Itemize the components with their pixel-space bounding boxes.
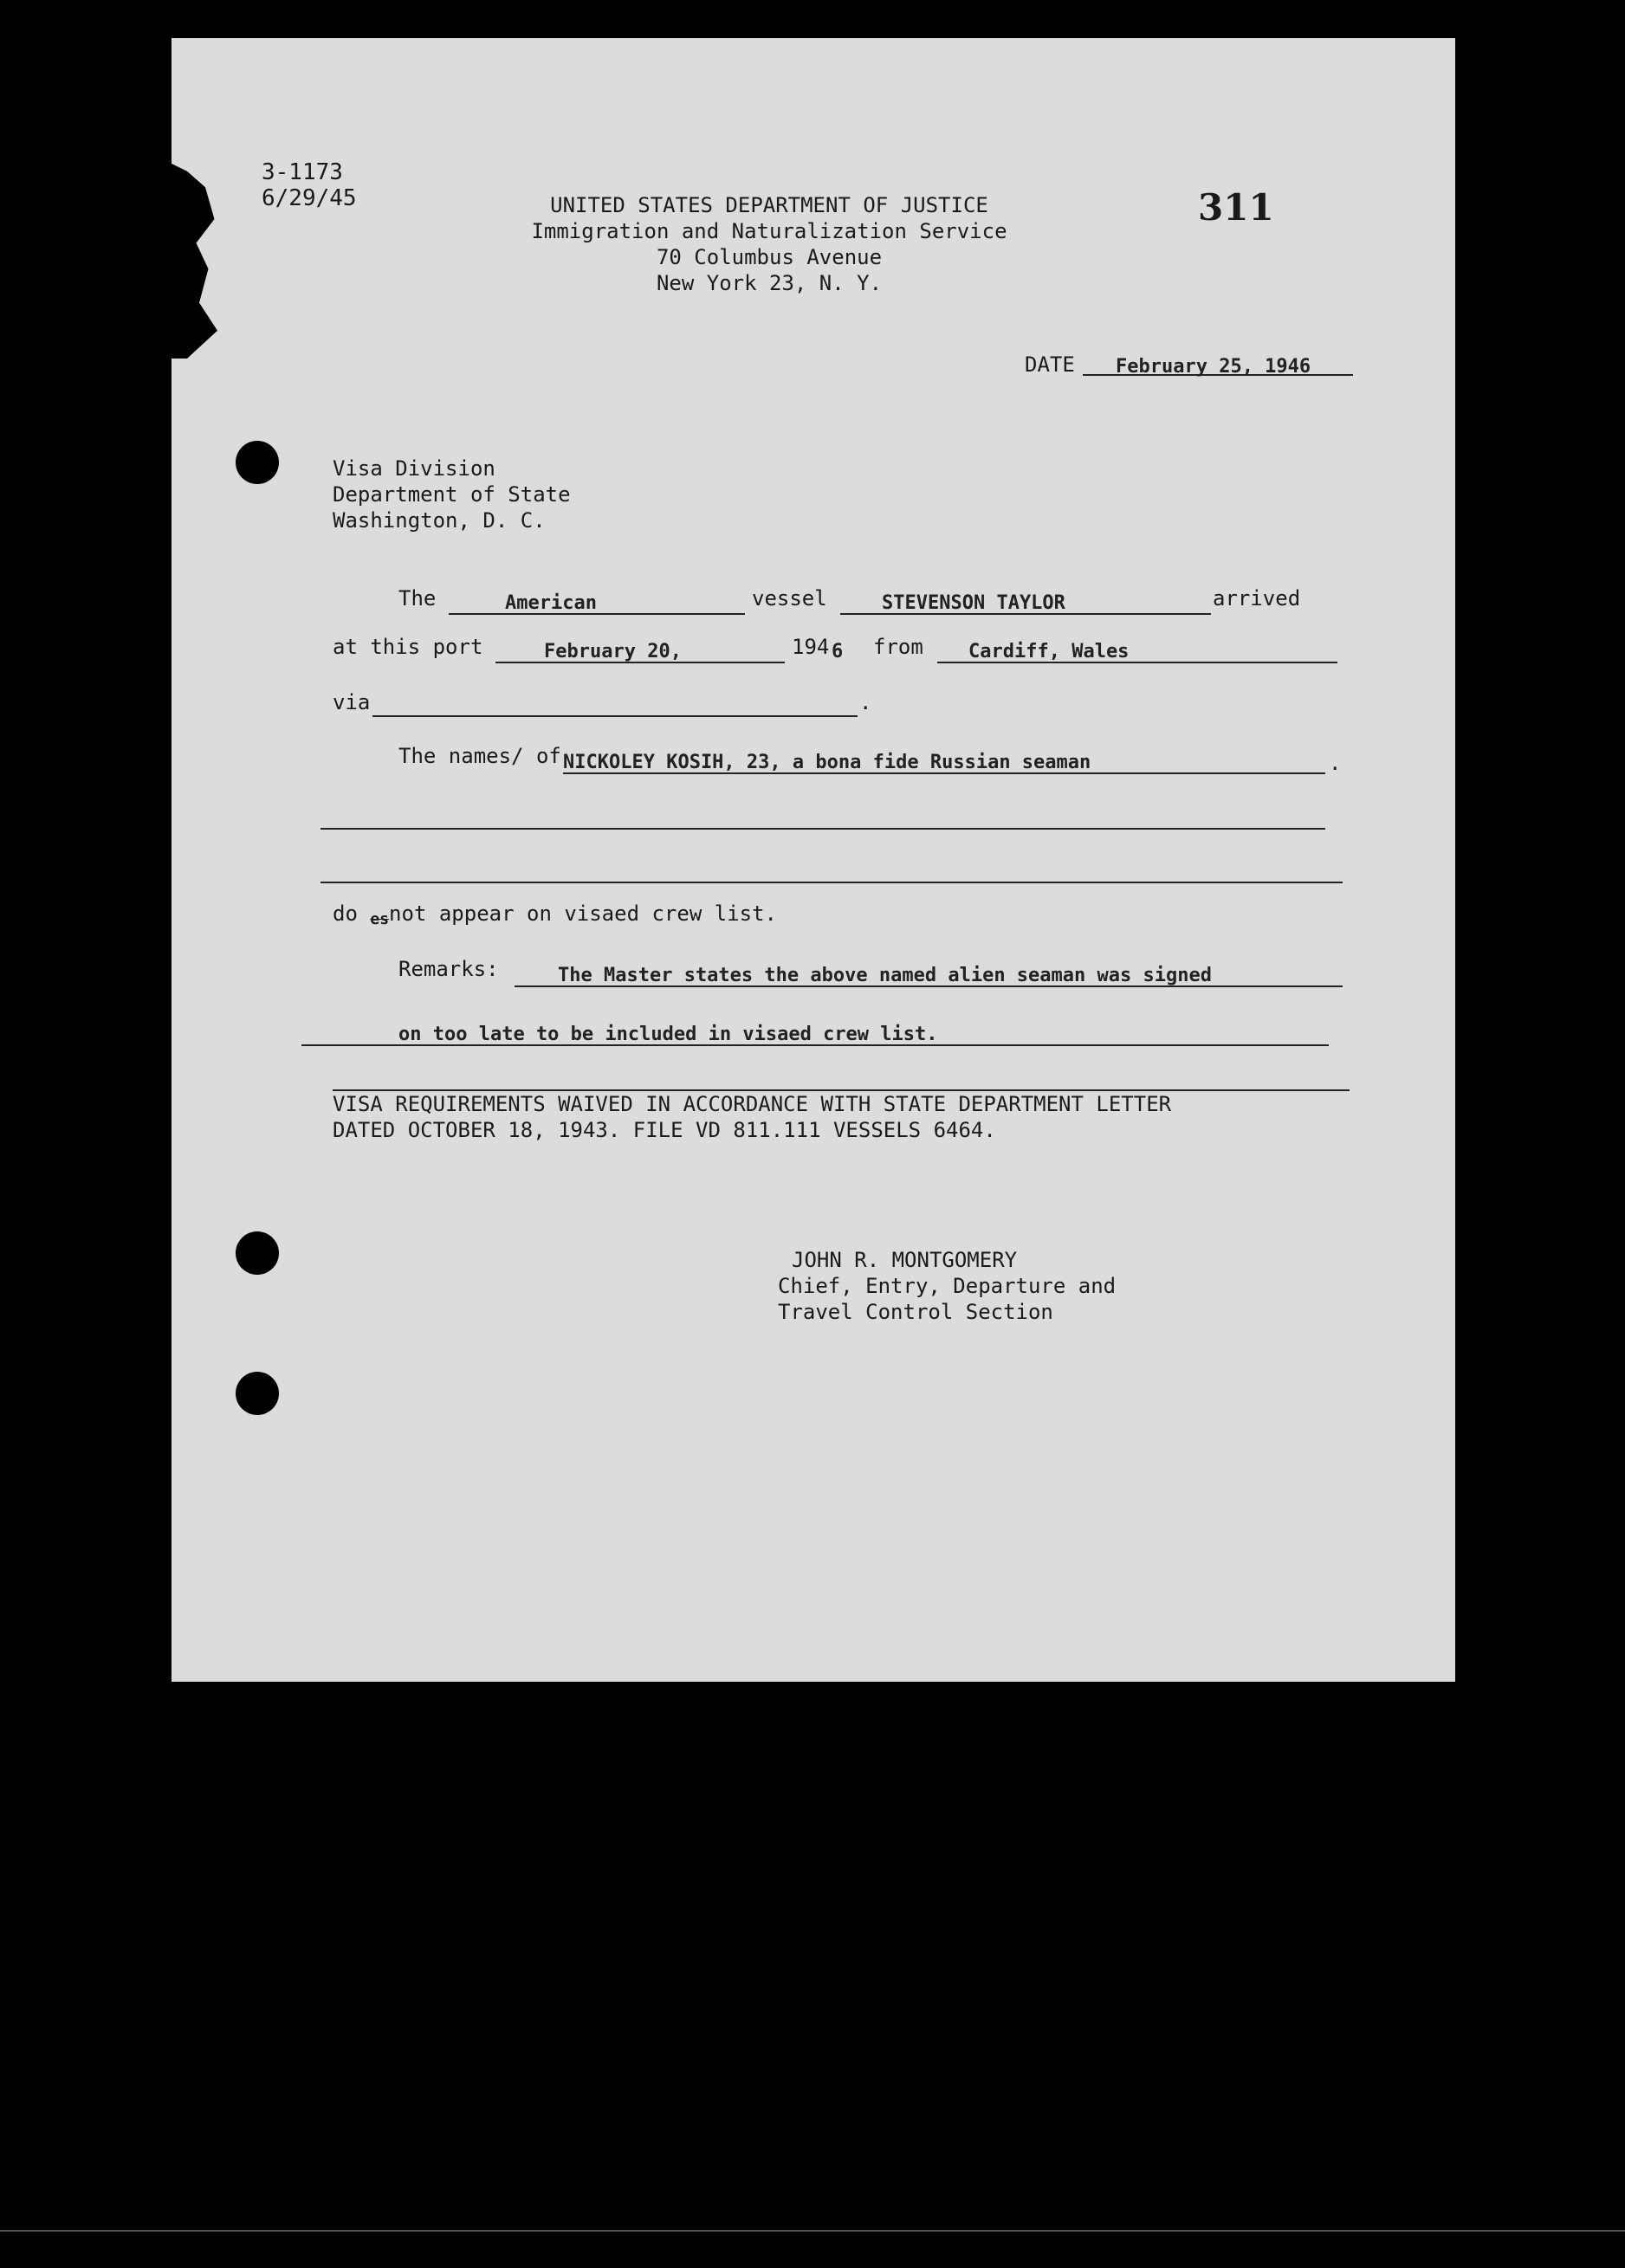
document-page	[172, 38, 1455, 1682]
year-suffix: 6	[832, 641, 844, 662]
signature-title1: Chief, Entry, Departure and	[778, 1274, 1117, 1298]
signature-name: JOHN R. MONTGOMERY	[792, 1248, 1018, 1272]
punch-hole	[236, 441, 279, 484]
remarks-line2: on too late to be included in visaed crew list.	[398, 1024, 938, 1045]
year-prefix: 194	[792, 635, 830, 659]
vessel-name: STEVENSON TAYLOR	[882, 592, 1065, 614]
corner-note-line2: 6/29/45	[262, 185, 357, 211]
via-period: .	[859, 690, 872, 714]
waiver-line1: VISA REQUIREMENTS WAIVED IN ACCORDANCE WITH STATE DEPARTMENT LETTER	[333, 1092, 1172, 1116]
vessel-the-label: The	[398, 586, 437, 611]
letterhead-line2: Immigration and Naturalization Service	[531, 219, 1007, 243]
remarks-line1: The Master states the above named alien seaman was signed	[558, 965, 1212, 986]
port-label: at this port	[333, 635, 483, 659]
waiver-line2: DATED OCTOBER 18, 1943. FILE VD 811.111 VESSELS 6464.	[333, 1118, 996, 1142]
nationality-underline	[449, 613, 745, 615]
addressee-line3: Washington, D. C.	[333, 508, 546, 533]
origin-port: Cardiff, Wales	[968, 641, 1130, 662]
names-value: NICKOLEY KOSIH, 23, a bona fide Russian seaman	[563, 752, 1091, 773]
addressee-line1: Visa Division	[333, 456, 495, 481]
date-label: DATE	[1025, 352, 1075, 377]
torn-edge	[163, 159, 223, 359]
signature-title2: Travel Control Section	[778, 1300, 1053, 1324]
remarks-label: Remarks:	[398, 957, 499, 981]
appear-line	[333, 901, 777, 933]
blank-line	[320, 882, 1343, 883]
names-period: .	[1329, 751, 1342, 775]
signature-block	[778, 1247, 1116, 1325]
arrival-date: February 20,	[544, 641, 682, 662]
letterhead-line3: 70 Columbus Avenue	[656, 245, 883, 269]
via-underline	[372, 715, 858, 717]
do-label: do	[333, 901, 358, 926]
waiver-text	[333, 1091, 1171, 1143]
vessel-nationality: American	[505, 592, 597, 614]
corner-note-line1: 3-1173	[262, 159, 343, 185]
addressee-line2: Department of State	[333, 482, 571, 507]
addressee	[333, 456, 571, 533]
date-value: February 25, 1946	[1116, 356, 1311, 378]
corner-note	[262, 159, 357, 211]
blank-line	[320, 828, 1325, 830]
letterhead-line4: New York 23, N. Y.	[656, 271, 883, 295]
arrived-label: arrived	[1213, 586, 1301, 611]
punch-hole	[236, 1372, 279, 1415]
punch-hole	[236, 1231, 279, 1275]
scan-edge-line	[0, 2230, 1625, 2232]
letterhead-line1: UNITED STATES DEPARTMENT OF JUSTICE	[550, 193, 988, 217]
from-label: from	[873, 635, 923, 659]
vessel-label: vessel	[752, 586, 827, 611]
page-number: 311	[1198, 186, 1274, 229]
names-label: The names/ of	[398, 744, 561, 768]
struck-es: es	[370, 910, 390, 928]
appear-text: not appear on visaed crew list.	[389, 901, 777, 926]
via-label: via	[333, 690, 371, 714]
letterhead	[466, 192, 1072, 296]
